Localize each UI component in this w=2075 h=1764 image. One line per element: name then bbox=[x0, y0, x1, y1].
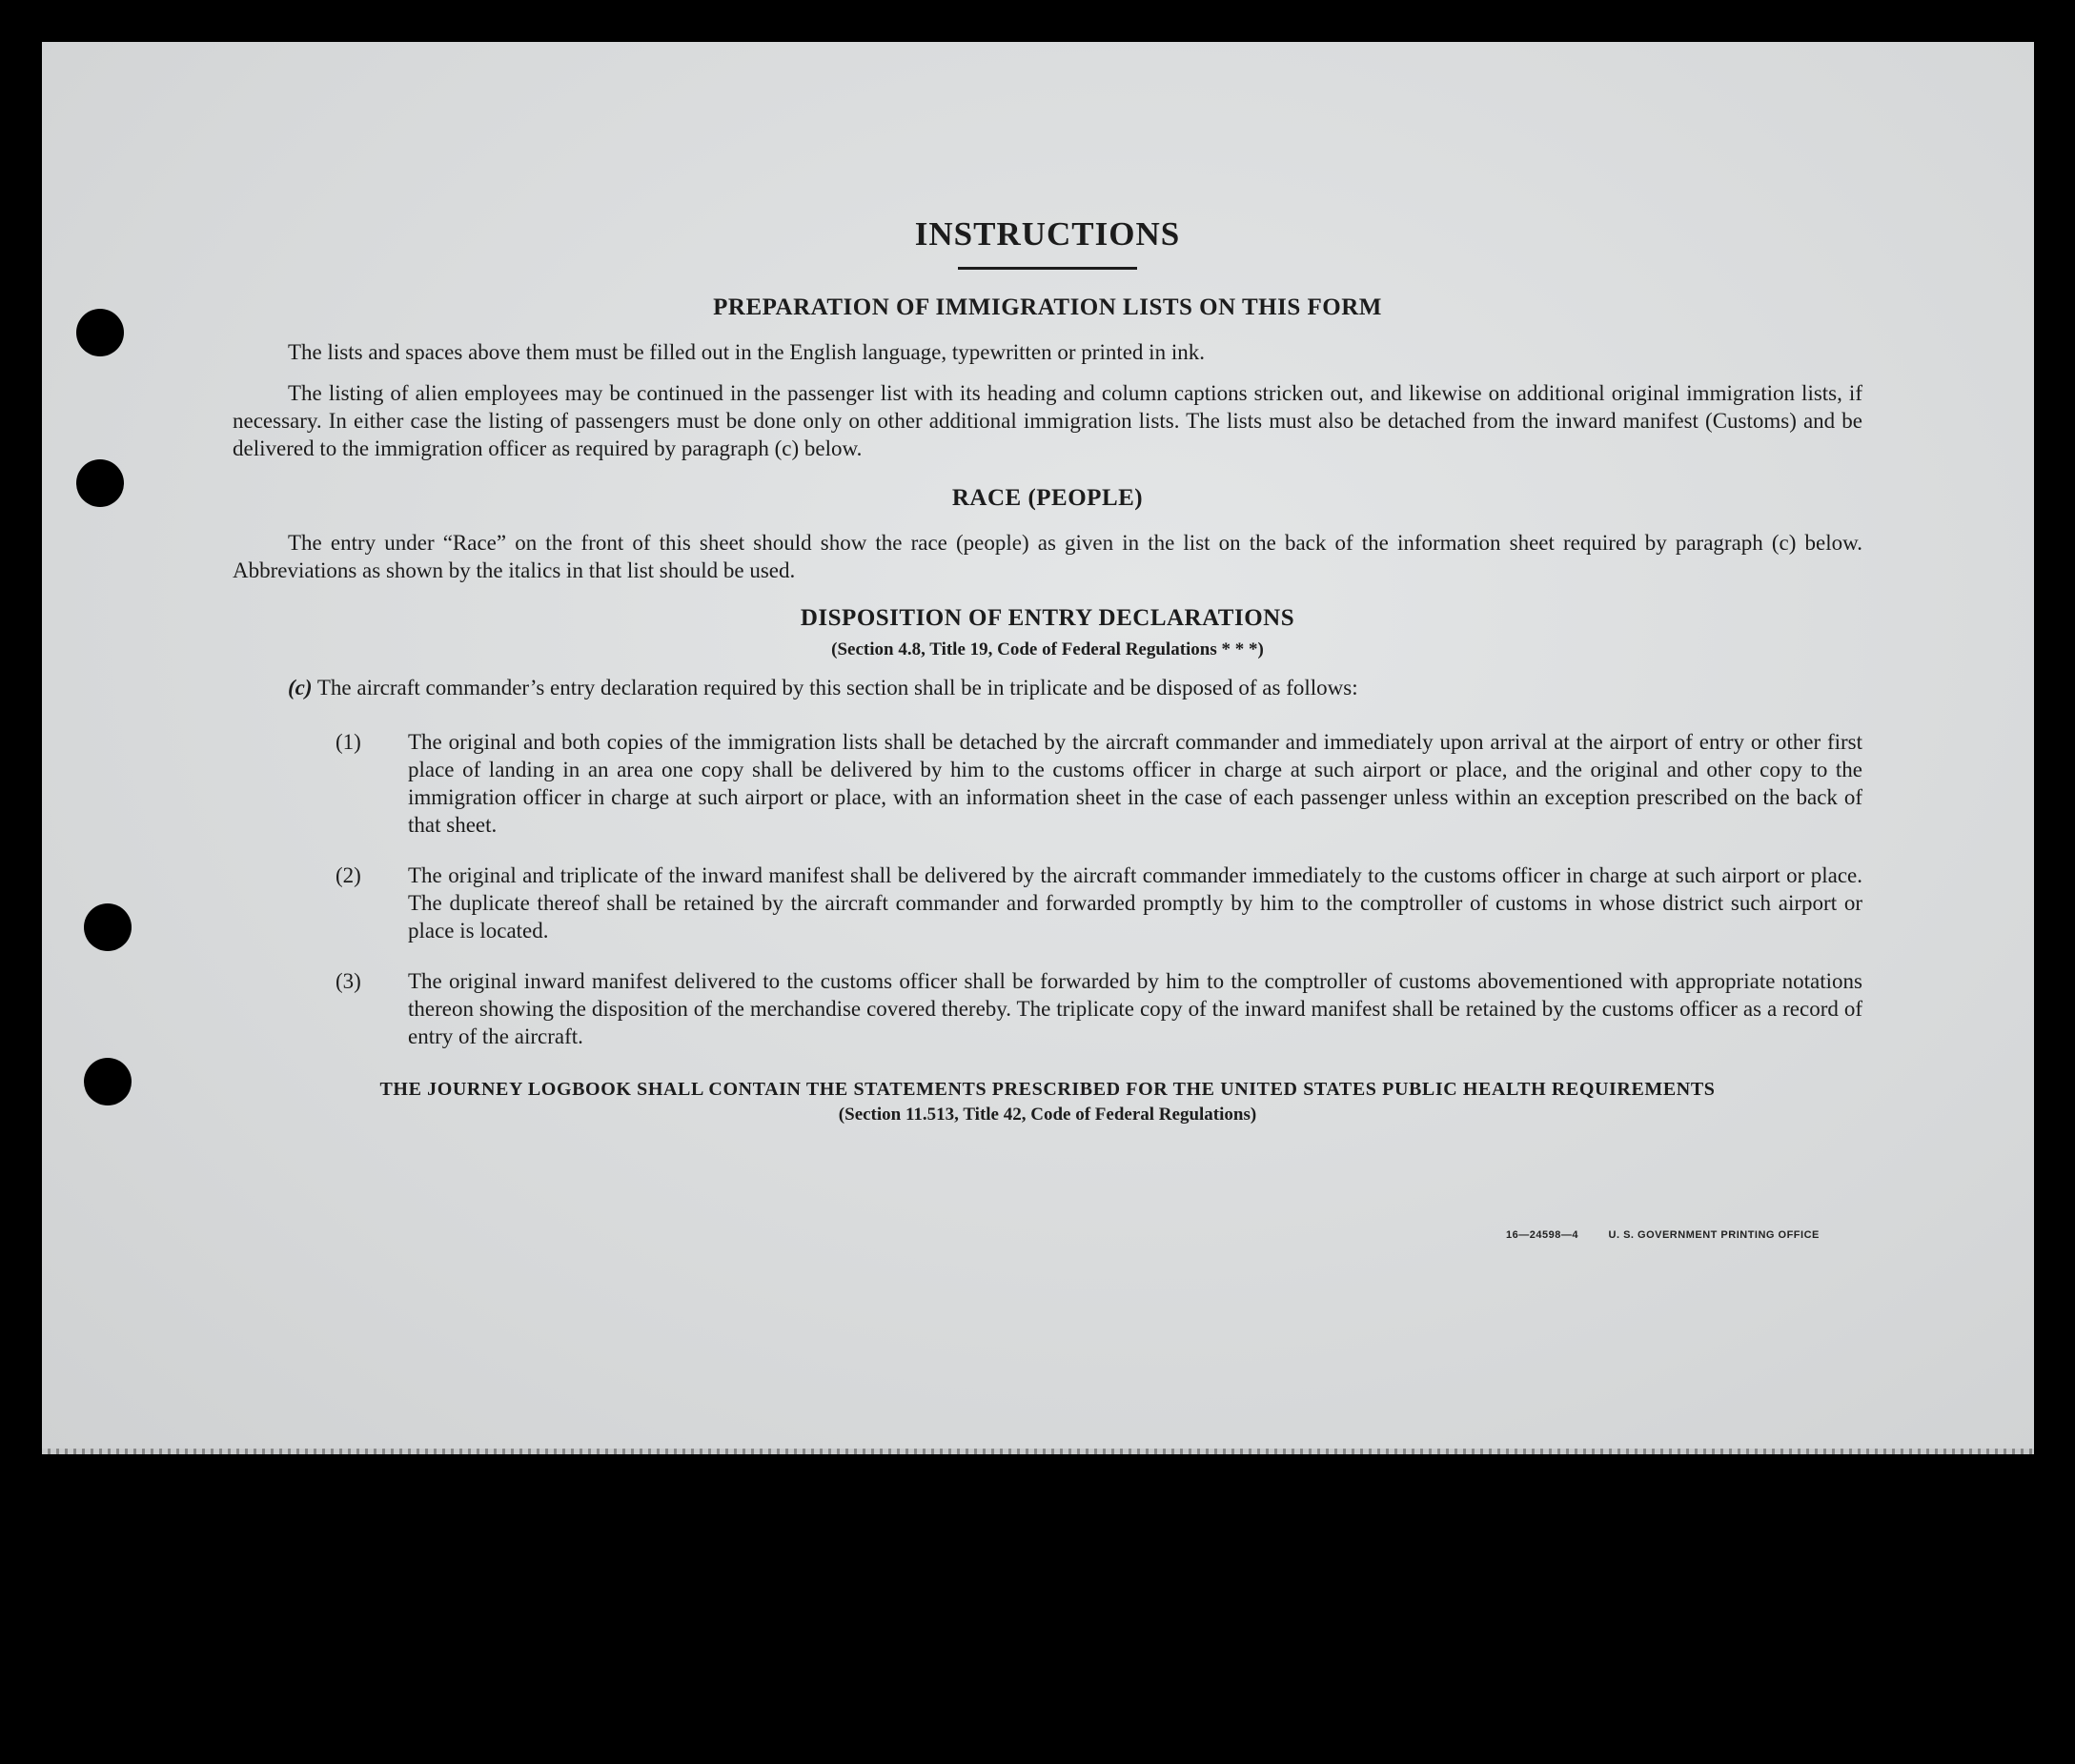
list-item bbox=[233, 967, 1862, 1050]
printer-imprint bbox=[1506, 1229, 1846, 1241]
section-heading-disposition: DISPOSITION OF ENTRY DECLARATIONS bbox=[800, 605, 1295, 631]
perforated-edge bbox=[42, 1449, 2034, 1454]
punch-hole bbox=[76, 309, 124, 356]
punch-hole bbox=[84, 1058, 132, 1105]
list-item bbox=[233, 728, 1862, 839]
instructions-content bbox=[233, 215, 1862, 1125]
item-number: (1) bbox=[336, 730, 361, 754]
list-item bbox=[233, 862, 1862, 944]
footer-reference: (Section 11.513, Title 42, Code of Federal Regulations) bbox=[838, 1105, 1257, 1125]
punch-hole bbox=[84, 903, 132, 951]
item-text: The original and triplicate of the inward manifest shall be delivered by the aircraft commander immediately to the customs officer in charge at such airport or place. The duplicate thereof shall be retained by the aircraft commander and forwarded promptly by him to the comptroller of customs in whose district such airport or place is located. bbox=[408, 863, 1862, 943]
item-text: The original and both copies of the immigration lists shall be detached by the aircraft commander and immediately upon arrival at the airport of entry or other first place of landing in an area one copy shall be delivered by him to the customs officer in charge at such airport or place, and the original and other copy to the immigration officer in charge at such airport or place, with an information sheet in the case of each passenger unless within an exception prescribed on the back of that sheet. bbox=[408, 730, 1862, 837]
page-title: INSTRUCTIONS bbox=[914, 215, 1181, 253]
punch-hole bbox=[76, 459, 124, 507]
item-number: (2) bbox=[336, 863, 361, 887]
clause-text: The aircraft commander’s entry declaration required by this section shall be in triplicate and be disposed of as follows: bbox=[316, 676, 1358, 700]
paragraph-race: The entry under “Race” on the front of this sheet should show the race (people) as given in the list on the back of the information sheet required by paragraph (c) below. Abbreviations as shown by the italics in that list should be used. bbox=[233, 531, 1862, 582]
item-text: The original inward manifest delivered to the customs officer shall be forwarded by him to the comptroller of customs abovementioned with appropriate notations thereon showing the disposition of the merchandise covered thereby. The triplicate copy of the inward manifest shall be retained by the customs officer as a record of entry of the aircraft. bbox=[408, 969, 1862, 1048]
paragraph-language: The lists and spaces above them must be filled out in the English language, typewritten or printed in ink. bbox=[288, 340, 1205, 364]
paragraph-listing: The listing of alien employees may be continued in the passenger list with its heading and column captions stricken out, and likewise on additional original immigration lists, if necessary. In either case the listing of passengers must be done only on other additional immigration lists. The lists must also be detached from the inward manifest (Customs) and be delivered to the immigration officer as required by paragraph (c) below. bbox=[233, 381, 1862, 460]
footer-statement: THE JOURNEY LOGBOOK SHALL CONTAIN THE STATEMENTS PRESCRIBED FOR THE UNITED STATES PUBLIC HEALTH REQUIREMENTS bbox=[379, 1079, 1716, 1100]
section-heading-preparation: PREPARATION OF IMMIGRATION LISTS ON THIS FORM bbox=[713, 294, 1382, 320]
form-number: 16—24598—4 bbox=[1506, 1229, 1578, 1241]
clause-label: (c) bbox=[288, 676, 313, 700]
clause-c bbox=[233, 674, 1862, 701]
item-number: (3) bbox=[336, 969, 361, 993]
regulation-reference: (Section 4.8, Title 19, Code of Federal Regulations * * *) bbox=[831, 639, 1264, 659]
title-rule bbox=[958, 267, 1137, 270]
section-heading-race: RACE (PEOPLE) bbox=[951, 485, 1144, 511]
printer-name: U. S. GOVERNMENT PRINTING OFFICE bbox=[1608, 1229, 1820, 1241]
